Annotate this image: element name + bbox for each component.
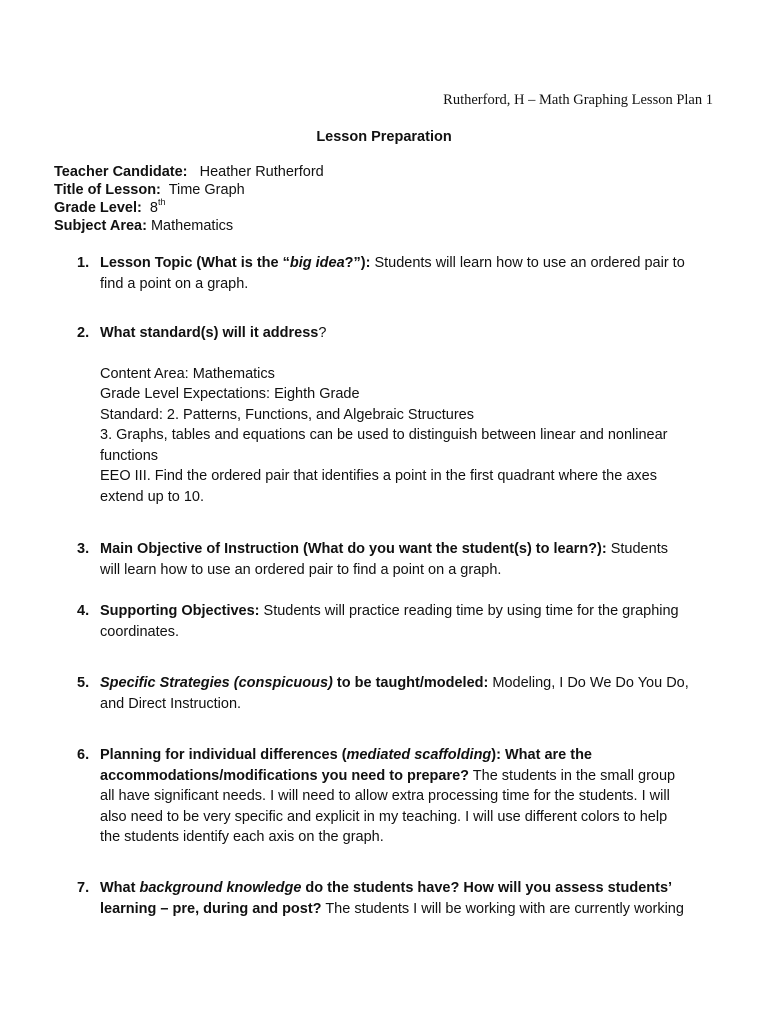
label-part: to be taught/modeled: — [332, 675, 489, 691]
standard-line: EEO III. Find the ordered pair that identifies a point in the first quadrant where the axes — [100, 468, 657, 484]
teacher-label: Teacher Candidate: — [54, 164, 188, 180]
item-number: 5. — [77, 675, 90, 691]
standard-line: Grade Level Expectations: Eighth Grade — [100, 386, 360, 402]
item-label: accommodations/modifications you need to prepare? — [100, 767, 470, 784]
standard-line: functions — [100, 447, 159, 464]
item-number: 2. — [77, 325, 90, 341]
document-title: Lesson Preparation — [316, 129, 452, 145]
item-line: and Direct Instruction. — [100, 695, 242, 712]
item-line: also need to be very specific and explicit in my teaching. I will use different colors to help — [100, 808, 668, 825]
item-line: all have significant needs. I will need to allow extra processing time for the students. I will — [100, 788, 670, 804]
item-body — [100, 601, 716, 642]
lesson-title-label: Title of Lesson: — [54, 182, 161, 198]
item-number: 7. — [77, 880, 90, 896]
label-emphasis: Specific Strategies (conspicuous) — [100, 675, 333, 691]
subject-row — [54, 217, 324, 235]
label-part: do the students have? How will you assess students’ — [301, 880, 673, 896]
item-line: find a point on a graph. — [100, 275, 249, 292]
item-line — [100, 601, 716, 622]
item-text: ? — [318, 325, 327, 341]
item-line — [100, 745, 716, 766]
lesson-title-row — [54, 181, 324, 199]
running-header: Rutherford, H – Math Graphing Lesson Plan 1 — [443, 92, 713, 108]
item-line — [100, 539, 716, 560]
item-body — [100, 539, 716, 580]
item-line — [100, 673, 716, 694]
label-emphasis: mediated scaffolding — [346, 747, 492, 763]
standard-line: Content Area: Mathematics — [100, 365, 275, 382]
item-body — [100, 253, 716, 294]
item-number: 6. — [77, 747, 90, 763]
item-line — [100, 766, 716, 787]
item-line — [100, 323, 716, 344]
item-text: The students in the small group — [469, 767, 676, 784]
subject-label: Subject Area: — [54, 218, 147, 234]
item-line: will learn how to use an ordered pair to find a point on a graph. — [100, 561, 502, 578]
standard-line: extend up to 10. — [100, 488, 204, 505]
lesson-title-value: Time Graph — [168, 182, 245, 198]
label-part: Planning for individual differences ( — [100, 747, 347, 763]
item-label — [100, 880, 672, 896]
item-text: Modeling, I Do We Do You Do, — [488, 675, 689, 691]
item-line: the students identify each axis on the graph. — [100, 829, 384, 845]
item-label: Main Objective of Instruction (What do you want the student(s) to learn?): — [100, 541, 607, 557]
item-body — [100, 323, 716, 507]
label-part: What — [100, 880, 140, 896]
lesson-info-block — [54, 163, 324, 235]
standard-line: Standard: 2. Patterns, Functions, and Algebraic Structures — [100, 406, 474, 423]
teacher-row — [54, 163, 324, 181]
item-line — [100, 253, 716, 274]
teacher-value: Heather Rutherford — [199, 164, 324, 180]
label-part: ): What are the — [491, 747, 592, 763]
item-body — [100, 673, 716, 714]
item-text: Students will practice reading time by using time for the graphing — [259, 603, 679, 619]
item-text: Students — [606, 541, 668, 557]
item-number: 1. — [77, 255, 90, 271]
item-text: The students I will be working with are currently working — [321, 900, 684, 917]
item-label — [100, 747, 592, 763]
item-label — [100, 675, 488, 691]
label-part: Lesson Topic (What is the “ — [100, 255, 290, 271]
item-body — [100, 878, 716, 919]
standard-line: 3. Graphs, tables and equations can be used to distinguish between linear and nonlinear — [100, 427, 668, 443]
grade-superscript: th — [157, 197, 166, 208]
item-number: 4. — [77, 603, 90, 619]
item-number: 3. — [77, 541, 90, 557]
subject-value: Mathematics — [150, 218, 234, 234]
item-label: learning – pre, during and post? — [100, 900, 322, 917]
item-line — [100, 878, 716, 899]
item-body — [100, 745, 716, 848]
item-label — [100, 255, 370, 271]
item-line — [100, 899, 716, 920]
item-label: What standard(s) will it address — [100, 325, 319, 341]
item-line: coordinates. — [100, 623, 179, 640]
item-text: Students will learn how to use an ordered pair to — [370, 255, 685, 271]
label-part: ?”): — [344, 255, 371, 271]
grade-row — [54, 199, 324, 217]
label-emphasis: background knowledge — [139, 880, 302, 896]
item-label: Supporting Objectives: — [100, 603, 260, 619]
grade-value: 8 — [149, 200, 158, 216]
grade-label: Grade Level: — [54, 200, 142, 216]
label-emphasis: big idea — [289, 255, 345, 271]
